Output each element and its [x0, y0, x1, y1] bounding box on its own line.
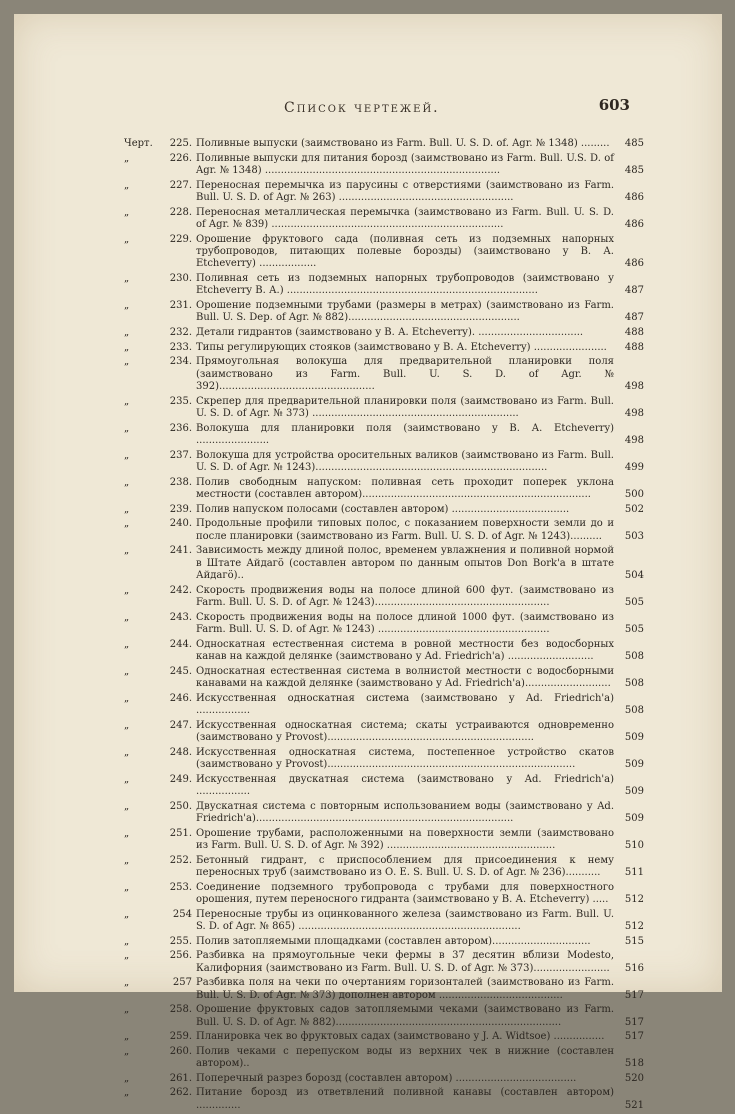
entry-text: Волокуша для планировки поля (заимствовано у В. А. Etcheverry) ....................... — [196, 422, 614, 446]
entry-page: 508 — [624, 705, 644, 716]
entry-prefix: „ — [124, 300, 130, 311]
entry-page: 516 — [624, 962, 644, 974]
list-item — [124, 666, 644, 691]
list-item — [124, 950, 644, 975]
entry-text: Продольные профили типовых полос, с показанием поверхности земли до и после планировки (заимствовано из Farm. Bull. U. S. D. of Agr. № 1243).......... — [196, 518, 614, 542]
entry-number: 239. — [169, 503, 192, 515]
list-item — [124, 855, 644, 880]
entry-number: 237. — [169, 449, 192, 461]
book-page — [14, 14, 722, 1111]
list-item — [124, 356, 644, 393]
entry-text: Скорость продвижения воды на полосе длиной 1000 фут. (заимствовано из Farm. Bull. U. S. D. of Agr. № 1243) ...................................................... — [196, 611, 614, 635]
entry-prefix: „ — [124, 152, 130, 164]
list-item — [124, 138, 644, 150]
entry-number: 229. — [169, 233, 192, 245]
entry-text: Искусственная двускатная система (заимствовано у Ad. Friedrich'а) ................. — [196, 773, 614, 797]
entry-page: 508 — [624, 651, 644, 662]
list-item — [124, 518, 644, 543]
entry-number: 228. — [169, 206, 192, 218]
entry-prefix: „ — [124, 1045, 130, 1057]
entry-page: 498 — [624, 435, 644, 446]
entry-text: Прямоугольная волокуша для предварительной планировки поля (заимствовано из Farm. Bull. U. S. D. of Agr. № 392)................................................. — [196, 356, 614, 392]
entry-page: 521 — [624, 1099, 644, 1111]
list-item — [124, 801, 644, 826]
entry-number: 234. — [169, 356, 192, 368]
entry-text: Скорость продвижения воды на полосе длиной 600 фут. (заимствовано из Farm. Bull. U. S. D. of Agr. № 1243)....................................................... — [196, 584, 614, 608]
page-number: 603 — [598, 96, 630, 114]
entry-page: 512 — [624, 894, 644, 905]
entry-prefix: „ — [124, 1087, 130, 1099]
page-header — [14, 96, 722, 120]
list-item — [124, 909, 644, 934]
entry-prefix: „ — [124, 206, 130, 218]
entry-number: 252. — [169, 854, 192, 866]
entry-text: Детали гидрантов (заимствовано у В. А. Etcheverry). ................................. — [196, 327, 584, 338]
entry-prefix: „ — [124, 179, 130, 191]
entry-number: 262. — [169, 1087, 192, 1099]
entry-number: 232. — [169, 327, 192, 338]
entry-prefix: „ — [124, 341, 130, 353]
entry-prefix: „ — [124, 950, 130, 962]
entry-number: 246. — [169, 692, 192, 704]
list-item — [124, 207, 644, 232]
entry-page: 500 — [624, 489, 644, 500]
list-item — [124, 1031, 644, 1043]
entry-number: 258. — [169, 1004, 192, 1016]
entry-number: 236. — [169, 422, 192, 434]
list-item — [124, 153, 644, 178]
list-item — [124, 423, 644, 448]
list-item — [124, 396, 644, 421]
entry-text: Соединение подземного трубопровода с трубами для поверхностного орошения, путем переносного гидранта (заимствовано у В. А. Etcheverry) ..... — [196, 881, 614, 905]
entry-text: Бетонный гидрант, с приспособлением для присоединения к нему переносных труб (заимствовано из О. Е. S. Bull. U. S. D. of Agr. № 236)........... — [196, 854, 614, 878]
page-title: Список чертежей. — [284, 100, 440, 116]
entry-prefix: „ — [124, 854, 130, 866]
entry-page: 487 — [624, 312, 644, 324]
entry-prefix: „ — [124, 611, 130, 623]
list-item — [124, 1046, 644, 1071]
list-item — [124, 828, 644, 853]
entry-page: 498 — [624, 408, 644, 419]
entry-number: 261. — [169, 1072, 192, 1084]
list-item — [124, 936, 644, 948]
entry-text: Разбивка на прямоугольные чеки фермы в 37 десятин вблизи Modesto, Калифорния (заимствовано из Farm. Bull. U. S. D. of Agr. № 373)........................ — [196, 950, 614, 974]
entry-prefix: „ — [124, 1031, 130, 1043]
entry-text: Орошение подземными трубами (размеры в метрах) (заимствовано из Farm. Bull. U. S. Dep. of Agr. № 882)...................................................... — [196, 300, 614, 324]
entry-page: 486 — [624, 258, 644, 270]
entry-text: Скрепер для предварительной планировки поля (заимствовано из Farm. Bull. U. S. D. of Agr. № 373) ................................................................. — [196, 395, 614, 419]
entry-page: 486 — [624, 219, 644, 230]
list-item — [124, 300, 644, 325]
entry-page: 485 — [624, 138, 644, 149]
entry-number: 227. — [169, 179, 192, 191]
entry-text: Поливные выпуски (заимствовано из Farm. Bull. U. S. D. of. Agr. № 1348) ......... — [196, 138, 610, 149]
entry-number: 243. — [169, 611, 192, 623]
entry-prefix: „ — [124, 545, 130, 557]
entry-page: 509 — [624, 732, 644, 743]
entry-page: 505 — [624, 597, 644, 608]
list-item — [124, 774, 644, 799]
list-item — [124, 747, 644, 772]
entry-prefix: „ — [124, 1072, 130, 1084]
entry-prefix: „ — [124, 449, 130, 461]
entry-prefix: „ — [124, 422, 130, 434]
entry-number: 248. — [169, 746, 192, 758]
entry-number: 244. — [169, 638, 192, 650]
entry-text: Волокуша для устройства оросительных валиков (заимствовано из Farm. Bull. U. S. D. of Agr. № 1243)......................................................................... — [196, 449, 614, 473]
entry-prefix: „ — [124, 881, 130, 893]
entry-number: 251. — [169, 827, 192, 839]
entry-number: 225. — [169, 138, 192, 149]
entry-number: 256. — [169, 950, 192, 962]
list-item — [124, 612, 644, 637]
entry-number: 230. — [169, 273, 192, 284]
entry-page: 509 — [624, 786, 644, 797]
list-item — [124, 342, 644, 354]
list-item — [124, 234, 644, 271]
entry-page: 515 — [624, 935, 644, 947]
entry-page: 503 — [624, 530, 644, 542]
list-item — [124, 327, 644, 339]
list-item — [124, 720, 644, 745]
entry-page: 517 — [624, 1031, 644, 1043]
entry-prefix: „ — [124, 908, 130, 920]
entry-text: Полив чеками с перепуском воды из верхних чек в нижние (составлен автором).. — [196, 1045, 614, 1070]
entry-text: Полив затопляемыми площадками (составлен автором)............................... — [196, 935, 591, 947]
entry-number: 249. — [169, 773, 192, 785]
entry-text: Разбивка поля на чеки по очертаниям горизонталей (заимствовано из Farm. Bull. U. S. D. of Agr. № 373) дополнен автором ....................................... — [196, 977, 614, 1001]
entry-page: 505 — [624, 624, 644, 635]
entry-number: 233. — [169, 341, 192, 353]
entry-text: Типы регулирующих стояков (заимствовано у В. А. Etcheverry) ....................... — [196, 341, 607, 353]
list-item — [124, 585, 644, 610]
entry-text: Орошение фруктового сада (поливная сеть из подземных напорных трубопроводов, питающих полевые борозды) (заимствовано у В. А. Etcheverry) .................. — [196, 233, 614, 270]
entry-text: Поливные выпуски для питания борозд (заимствовано из Farm. Bull. U.S. D. of Agr. № 1348) .......................................................................... — [196, 152, 614, 176]
entry-text: Питание борозд из ответвлений поливной канавы (составлен автором) .............. — [196, 1087, 614, 1111]
entry-number: 235. — [169, 395, 192, 407]
entry-prefix: „ — [124, 977, 130, 989]
entry-text: Поперечный разрез борозд (составлен автором) ...................................... — [196, 1072, 577, 1084]
entry-prefix: „ — [124, 638, 130, 650]
entry-text: Искусственная односкатная система (заимствовано у Ad. Friedrich'а) ................. — [196, 692, 614, 716]
entry-page: 488 — [624, 341, 644, 353]
entry-page: 518 — [624, 1058, 644, 1070]
entry-page: 502 — [624, 503, 644, 515]
entry-number: 242. — [169, 584, 192, 596]
entry-number: 226. — [169, 152, 192, 164]
entry-number: 253. — [169, 881, 192, 893]
list-item — [124, 504, 644, 516]
entry-prefix: „ — [124, 719, 130, 731]
entry-page: 512 — [624, 921, 644, 932]
entry-text: Полив напуском полосами (составлен автором) ..................................... — [196, 503, 570, 515]
entry-prefix: „ — [124, 476, 130, 488]
entry-prefix: „ — [124, 395, 130, 407]
entry-page: 488 — [624, 327, 644, 338]
entry-page: 504 — [624, 570, 644, 581]
entry-text: Переносные трубы из оцинкованного железа (заимствовано из Farm. Bull. U. S. D. of Agr. № 865) ...................................................................... — [196, 908, 614, 932]
entry-number: 240. — [169, 518, 192, 530]
entry-prefix: „ — [124, 584, 130, 596]
entry-text: Полив свободным напуском: поливная сеть проходит поперек уклона местности (составлен автором)........................................................................ — [196, 476, 614, 500]
list-item — [124, 450, 644, 475]
list-item — [124, 1087, 644, 1112]
entry-text: Орошение фруктовых садов затопляемыми чеками (заимствовано из Farm. Bull. U. S. D. of Agr. № 882)....................................................................... — [196, 1004, 614, 1028]
entry-number: 241. — [169, 545, 192, 557]
entry-text: Переносная перемычка из парусины с отверстиями (заимствовано из Farm. Bull. U. S. D. of Agr. № 263) ....................................................... — [196, 179, 614, 203]
entry-prefix: „ — [124, 1004, 130, 1016]
entry-prefix: „ — [124, 773, 130, 785]
entry-text: Искусственная односкатная система; скаты устраиваются одновременно (заимствовано у Provost)................................................................. — [196, 719, 614, 743]
entry-number: 245. — [169, 665, 192, 677]
entry-page: 509 — [624, 813, 644, 824]
entry-page: 487 — [624, 285, 644, 297]
drawings-list — [124, 138, 644, 1114]
entry-number: 250. — [169, 800, 192, 812]
list-item — [124, 639, 644, 664]
entry-prefix: „ — [124, 327, 130, 338]
list-item — [124, 273, 644, 298]
entry-number: 260. — [169, 1045, 192, 1057]
list-item — [124, 477, 644, 502]
entry-page: 485 — [624, 165, 644, 176]
entry-number: 255. — [169, 935, 192, 947]
entry-text: Двускатная система с повторным использованием воды (заимствовано у Ad. Friedrich'а)................................................................................. — [196, 800, 614, 824]
entry-page: 508 — [624, 678, 644, 689]
entry-prefix: „ — [124, 827, 130, 839]
list-item — [124, 545, 644, 582]
entry-number: 259. — [169, 1031, 192, 1043]
entry-text: Искусственная односкатная система, постепенное устройство скатов (заимствовано у Provost).............................................................................. — [196, 746, 614, 770]
entry-prefix: „ — [124, 935, 130, 947]
entry-text: Планировка чек во фруктовых садах (заимствовано у J. A. Widtsoe) ................ — [196, 1031, 605, 1043]
entry-text: Зависимость между длиной полос, временем увлажнения и поливной нормой в Штате Айдагӧ (составлен автором по данным опытов Don Bork'а в штате Айдагӧ).. — [196, 545, 614, 581]
list-item — [124, 882, 644, 907]
entry-prefix: „ — [124, 800, 130, 812]
entry-number: 254 — [172, 908, 192, 920]
entry-prefix: „ — [124, 503, 130, 515]
entry-page: 510 — [624, 840, 644, 851]
entry-page: 486 — [624, 192, 644, 203]
entry-prefix: „ — [124, 692, 130, 704]
list-item — [124, 977, 644, 1002]
entry-page: 509 — [624, 759, 644, 770]
list-item — [124, 1004, 644, 1029]
entry-text: Переносная металлическая перемычка (заимствовано из Farm. Bull. U. S. D. of Agr. № 839) ......................................................................... — [196, 206, 614, 230]
entry-text: Поливная сеть из подземных напорных трубопроводов (заимствовано у Etcheverry В. А.) ............................................................................... — [196, 273, 614, 297]
entry-number: 257 — [172, 977, 192, 989]
list-item — [124, 693, 644, 718]
entry-number: 238. — [169, 476, 192, 488]
list-item — [124, 180, 644, 205]
entry-text: Односкатная естественная система в ровной местности без водосборных канав на каждой делянке (заимствовано у Ad. Friedrich'а) ........................... — [196, 638, 614, 662]
entry-page: 520 — [624, 1072, 644, 1084]
entry-text: Орошение трубами, расположенными на поверхности земли (заимствовано из Farm. Bull. U. S. D. of Agr. № 392) ..................................................... — [196, 827, 614, 851]
entry-prefix: „ — [124, 518, 130, 530]
entry-prefix: „ — [124, 356, 130, 368]
entry-page: 517 — [624, 989, 644, 1001]
entry-page: 498 — [624, 381, 644, 392]
entry-prefix: „ — [124, 665, 130, 677]
entry-prefix: „ — [124, 273, 130, 284]
entry-number: 247. — [169, 719, 192, 731]
entry-prefix: „ — [124, 233, 130, 245]
entry-page: 517 — [624, 1016, 644, 1028]
list-item — [124, 1073, 644, 1085]
entry-page: 511 — [624, 867, 644, 878]
entry-text: Односкатная естественная система в волнистой местности с водосборными канавами на каждой делянке (заимствовано у Ad. Friedrich'а)........................... — [196, 665, 614, 689]
entry-page: 499 — [624, 462, 644, 473]
entry-prefix: Черт. — [124, 138, 153, 149]
entry-prefix: „ — [124, 746, 130, 758]
entry-number: 231. — [169, 300, 192, 311]
